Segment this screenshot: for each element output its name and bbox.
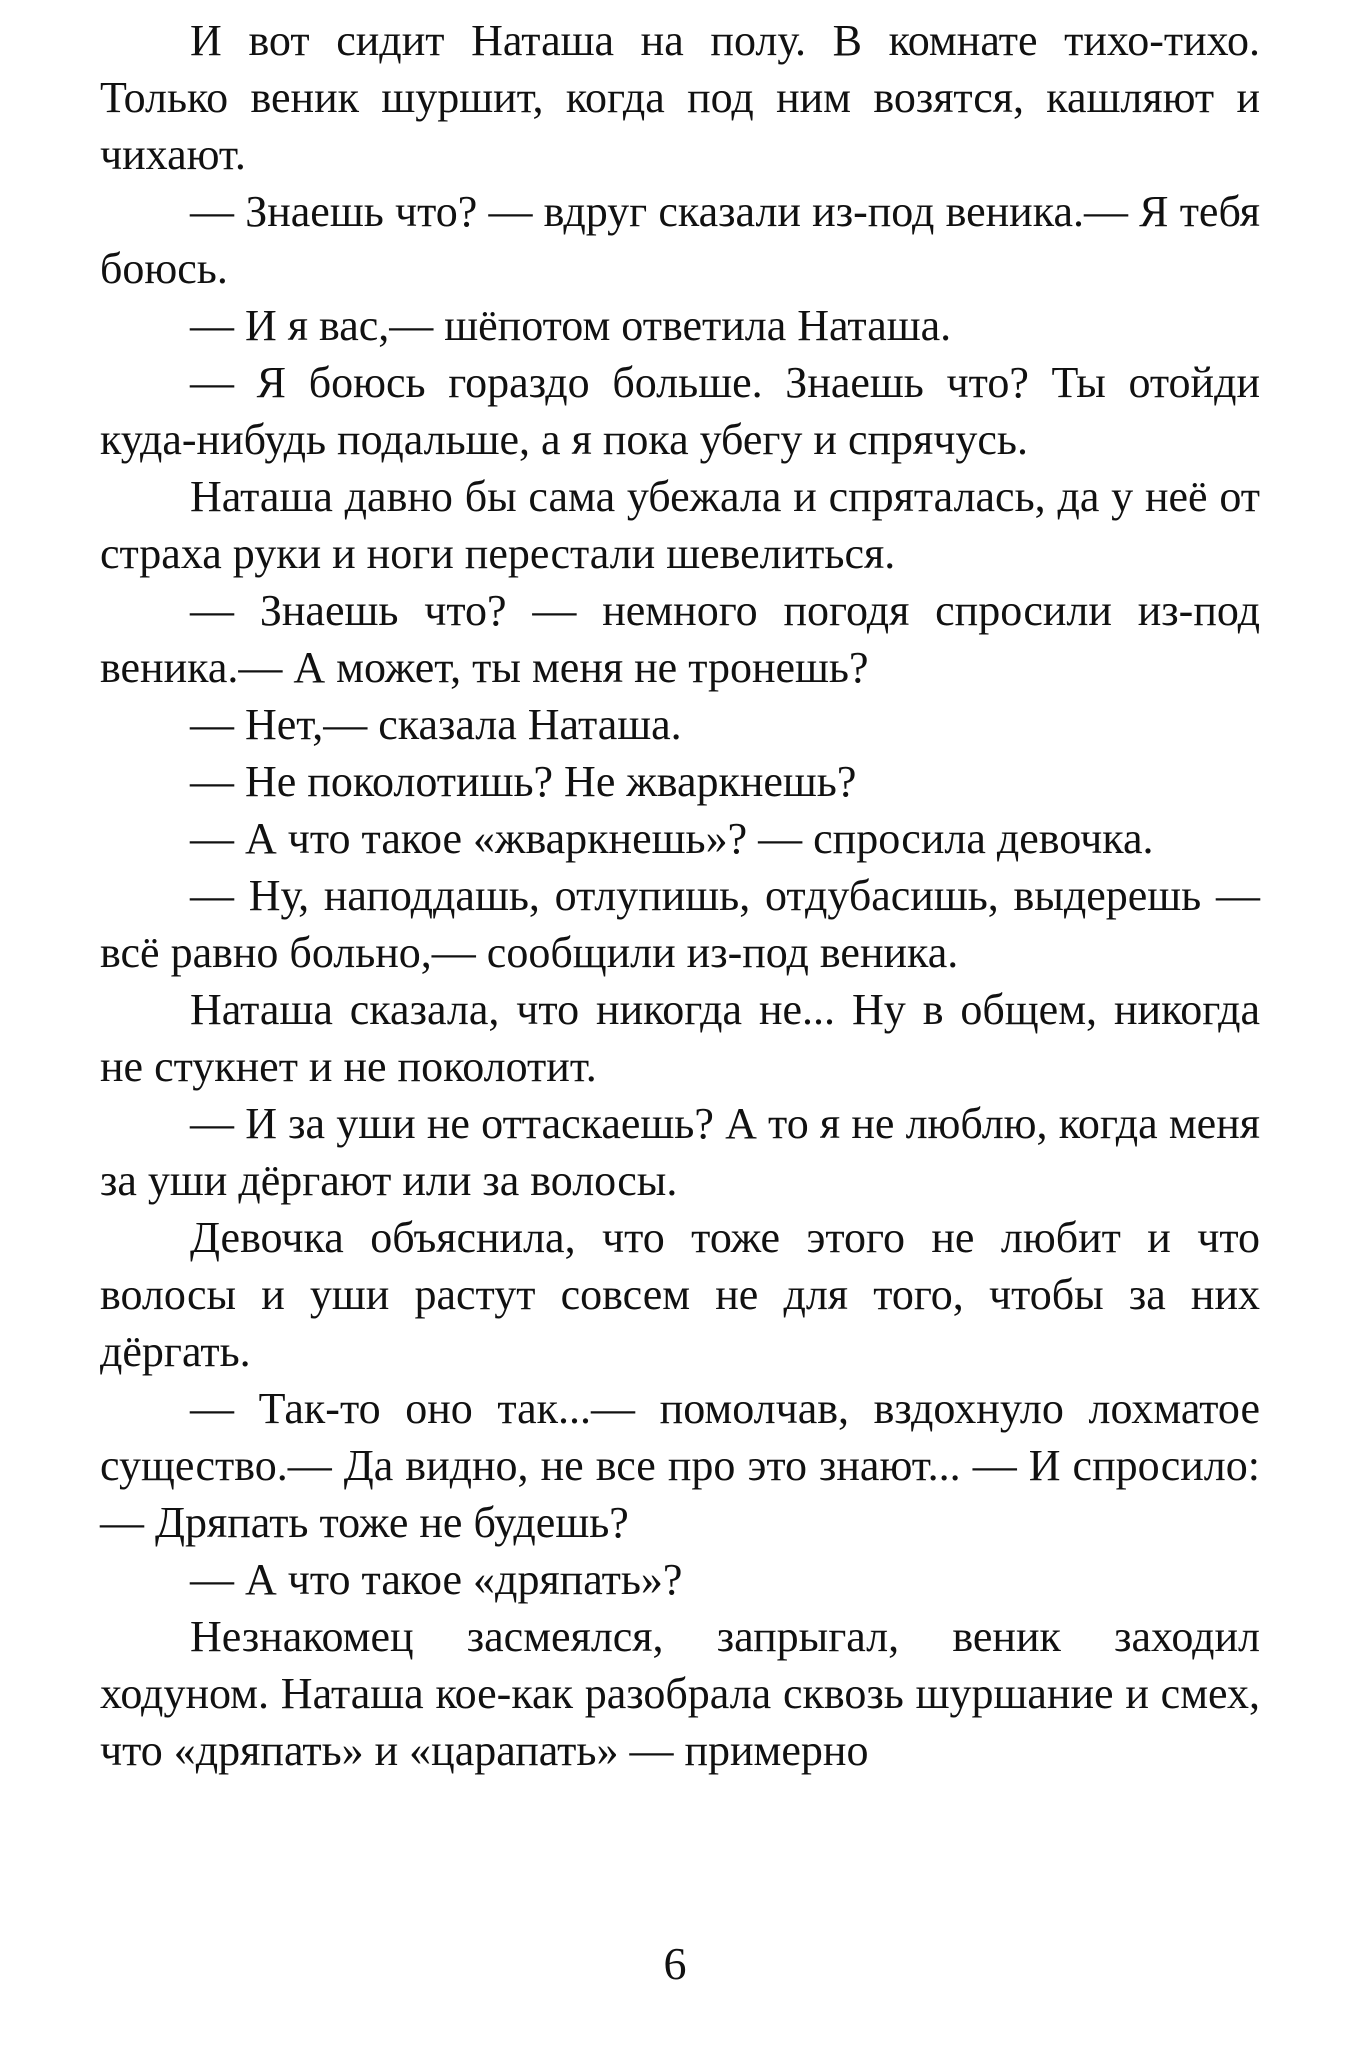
paragraph: И вот сидит Наташа на полу. В комнате тихо-тихо. Только веник шуршит, когда под ним возятся, кашляют и чихают.	[100, 16, 1260, 179]
paragraph: Девочка объяснила, что тоже этого не любит и что волосы и уши растут совсем не для того, чтобы за них дёргать.	[100, 1213, 1260, 1376]
paragraph: — Нет,— сказала Наташа.	[190, 700, 682, 749]
body-text	[100, 12, 1260, 1779]
paragraph: — Я боюсь гораздо больше. Знаешь что? Ты отойди куда-нибудь подальше, а я пока убегу и спрячусь.	[100, 358, 1260, 464]
paragraph: — А что такое «жваркнешь»? — спросила девочка.	[190, 814, 1154, 863]
paragraph: — И я вас,— шёпотом ответила Наташа.	[190, 301, 952, 350]
paragraph: Незнакомец засмеялся, запрыгал, веник заходил ходуном. Наташа кое-как разобрала сквозь шуршание и смех, что «дряпать» и «царапать» — примерно	[100, 1612, 1260, 1775]
paragraph: — И за уши не оттаскаешь? А то я не люблю, когда меня за уши дёргают или за волосы.	[100, 1099, 1260, 1205]
paragraph: Наташа давно бы сама убежала и спряталась, да у неё от страха руки и ноги перестали шевелиться.	[100, 472, 1260, 578]
paragraph: — Так-то оно так...— помолчав, вздохнуло лохматое существо.— Да видно, не все про это знают... — И спросило: — Дряпать тоже не будешь?	[100, 1384, 1260, 1547]
paragraph: — Не поколотишь? Не жваркнешь?	[190, 757, 857, 806]
paragraph: — Ну, наподдашь, отлупишь, отдубасишь, выдерешь — всё равно больно,— сообщили из-под веника.	[100, 871, 1260, 977]
paragraph: — Знаешь что? — немного погодя спросили из-под веника.— А может, ты меня не тронешь?	[100, 586, 1260, 692]
paragraph: — А что такое «дряпать»?	[190, 1555, 683, 1604]
paragraph: Наташа сказала, что никогда не... Ну в общем, никогда не стукнет и не поколотит.	[100, 985, 1260, 1091]
page-number: 6	[663, 1938, 687, 1989]
paragraph: — Знаешь что? — вдруг сказали из-под веника.— Я тебя боюсь.	[100, 187, 1260, 293]
